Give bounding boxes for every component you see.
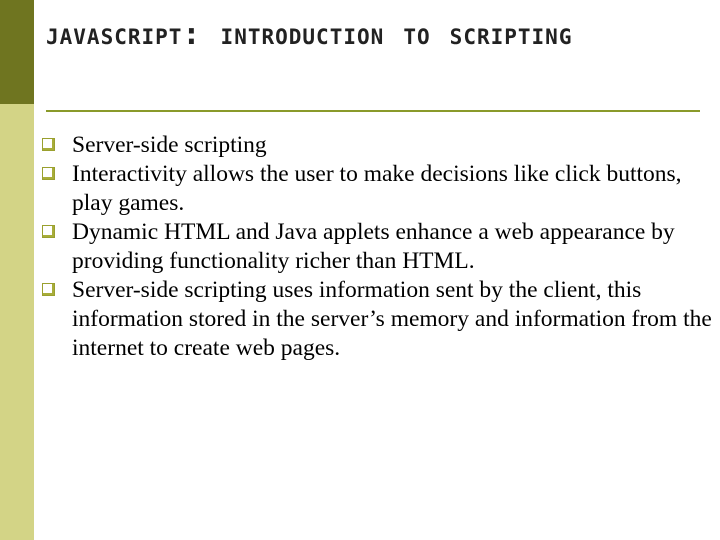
bullet-text: Interactivity allows the user to make decisions like click buttons, play games. [72,161,682,216]
square-bullet-icon [42,283,55,296]
square-bullet-icon [42,138,55,151]
left-decorative-bar-top [0,0,34,104]
bullet-item [42,131,712,160]
bullet-text: Server-side scripting uses information sent by the client, this information stored in the server’s memory and information from the internet to create web pages. [72,277,712,361]
bullet-item [42,160,712,218]
left-decorative-bar [0,0,34,540]
bullet-item [42,276,712,363]
title-divider [46,110,700,112]
bullet-list [42,131,712,363]
bullet-text: Dynamic HTML and Java applets enhance a web appearance by providing functionality richer than HTML. [72,219,675,274]
square-bullet-icon [42,167,55,180]
square-bullet-icon [42,225,55,238]
bullet-item [42,218,712,276]
bullet-text: Server-side scripting [72,132,267,158]
slide-title: javascript: introduction to scripting [46,17,573,52]
